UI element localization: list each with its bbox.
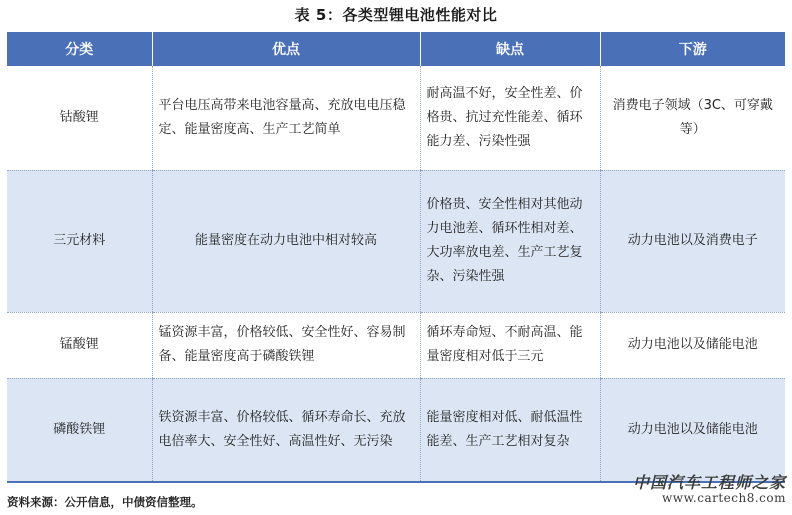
cell-advantages: 平台电压高带来电池容量高、充放电电压稳定、能量密度高、生产工艺简单 xyxy=(152,66,420,170)
cell-disadvantages: 价格贵、安全性相对其他动力电池差、循环性相对差、大功率放电差、生产工艺复杂、污染性强 xyxy=(420,170,600,312)
cell-disadvantages: 循环寿命短、不耐高温、能量密度相对低于三元 xyxy=(420,312,600,378)
cell-downstream: 动力电池以及储能电池 xyxy=(600,312,785,378)
watermark-name: 中国汽车工程师之家 xyxy=(632,473,786,492)
header-downstream: 下游 xyxy=(600,32,785,66)
header-row xyxy=(7,32,785,66)
cell-downstream: 动力电池以及储能电池 xyxy=(600,378,785,482)
cell-category: 锰酸锂 xyxy=(7,312,152,378)
cell-downstream: 动力电池以及消费电子 xyxy=(600,170,785,312)
comparison-table xyxy=(7,32,785,483)
cell-category: 三元材料 xyxy=(7,170,152,312)
cell-category: 钴酸锂 xyxy=(7,66,152,170)
cell-advantages: 能量密度在动力电池中相对较高 xyxy=(152,170,420,312)
header-disadvantages: 缺点 xyxy=(420,32,600,66)
table-row xyxy=(7,170,785,312)
cell-disadvantages: 耐高温不好，安全性差、价格贵、抗过充性能差、循环能力差、污染性强 xyxy=(420,66,600,170)
cell-category: 磷酸铁锂 xyxy=(7,378,152,482)
watermark-url: www.cartech8.com xyxy=(662,491,786,505)
header-category: 分类 xyxy=(7,32,152,66)
cell-advantages: 锰资源丰富，价格较低、安全性好、容易制备、能量密度高于磷酸铁锂 xyxy=(152,312,420,378)
cell-advantages: 铁资源丰富、价格较低、循环寿命长、充放电倍率大、安全性好、高温性好、无污染 xyxy=(152,378,420,482)
table-row xyxy=(7,378,785,482)
table-row xyxy=(7,312,785,378)
table-title: 表 5：各类型锂电池性能对比 xyxy=(294,6,498,24)
cell-disadvantages: 能量密度相对低、耐低温性能差、生产工艺相对复杂 xyxy=(420,378,600,482)
table-row xyxy=(7,66,785,170)
source-note: 资料来源：公开信息，中债资信整理。 xyxy=(7,495,203,509)
site-watermark xyxy=(633,470,786,505)
cell-downstream: 消费电子领域（3C、可穿戴等） xyxy=(600,66,785,170)
header-advantages: 优点 xyxy=(152,32,420,66)
